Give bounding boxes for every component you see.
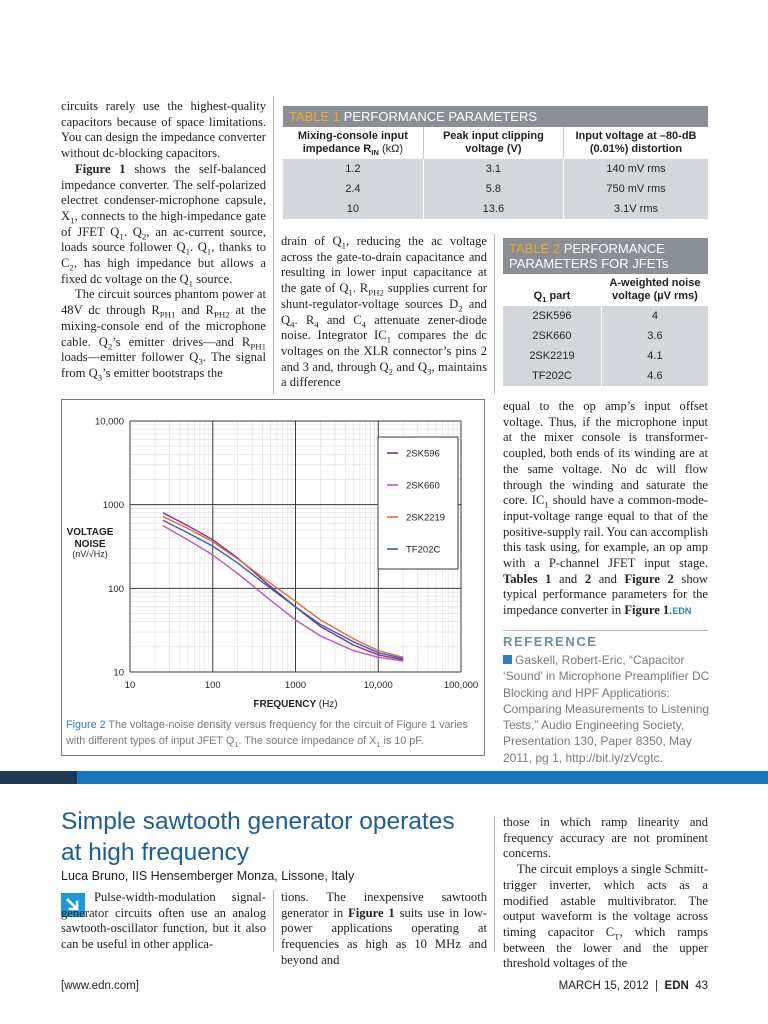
table-1-grid: [283, 127, 708, 219]
article-byline: Luca Bruno, IIS Hensemberger Monza, Lissone, Italy: [61, 869, 355, 883]
table-row: TF202C 4.6: [503, 366, 708, 386]
article-column-1: [61, 99, 266, 382]
table-row: 1.2 3.1 140 mV rms: [283, 159, 708, 179]
reference-text: Gaskell, Robert-Eric, “Capacitor ‘Sound’ in Microphone Preamplifier DC Blocking and HPF Applications: Comparing Measurements to Listening Tests,” Audio Engineering Society, Presentation 130, Paper 8350, May 2011, pg 1, http://bit.ly/zVcgtc.: [503, 653, 710, 765]
paragraph: tions. The inexpensive sawtooth generator in Figure 1 suits use in low-power applications operating at frequencies as high as 10 MHz and beyond and: [281, 890, 488, 967]
section-band: [77, 771, 768, 784]
paragraph: drain of $Q_1$, reducing the ac voltage across the gate-to-drain capacitance and resulting in lower input capacitance at the gate of $Q_1$. $R_{PH2}$ supplies current for shunt-regulator-voltage sources $D_2$ and $Q_4$. $R_4$ and $C_4$ attenuate zener-diode noise. Integrator $IC_1$ compares the dc voltages on the XLR connector’s pins 2 and 3 and, through $Q_2$ and $Q_3$, maintains a difference: [281, 234, 488, 390]
x-tick-label: 100,000: [443, 680, 479, 691]
table-row: 2SK2219 4.1: [503, 346, 708, 366]
paragraph: Figure 1 shows the self-balanced impedance converter. The self-polarized electret condenser-microphone capsule, $X_1$, connects to the high-impedance gate of JFET $Q_1$. $Q_2$, an ac-current source, loads source follower $Q_1$. $Q_1$, thanks to $C_2$, has high impedance but allows a fixed dc voltage on the $Q_1$ source.: [61, 161, 267, 289]
legend-label-2sk2219: 2SK2219: [406, 512, 446, 524]
table-1-col-clipping: Peak input clipping voltage (V): [423, 127, 563, 159]
series-line-tf202c: [163, 520, 403, 658]
figure-2-caption: Figure 2 The voltage-noise density versus frequency for the circuit of Figure 1 varies with different types of input JFET $Q_1$. The source impedance of $X_1$ is 10 pF.: [66, 719, 468, 750]
table-2-col-noise: A-weighted noise voltage (µV rms): [601, 274, 708, 306]
paragraph: those in which ramp linearity and frequency accuracy are not prominent concerns.: [503, 815, 708, 861]
column-divider: [494, 234, 495, 394]
y-axis-label: VOLTAGE: [66, 527, 114, 538]
x-tick-label: 10,000: [363, 680, 393, 691]
series-line-2sk660: [163, 526, 403, 661]
paragraph: The circuit employs a single Schmitt-trigger inverter, which acts as a modified astable multivibrator. The output waveform is the voltage across timing capacitor $C_T$, which ramps between the lower and the upper threshold voltages of the: [503, 862, 708, 971]
footer-page-info: MARCH 15, 2012 | EDN 43: [558, 980, 708, 992]
legend-label-tf202c: TF202C: [406, 544, 441, 556]
table-1: [283, 106, 708, 219]
paragraph: Pulse-width-modulation signal-generator circuits often use an analog sawtooth-oscillator function, but it also can be useful in other applica-: [61, 890, 266, 952]
y-tick-label: 1000: [102, 500, 124, 512]
column-divider: [273, 890, 274, 952]
article-column-3: [503, 399, 708, 620]
y-tick-label: 10,000: [94, 416, 124, 428]
reference-heading: REFERENCE: [503, 634, 598, 649]
legend-label-2sk660: 2SK660: [406, 480, 440, 492]
table-1-col-impedance: Mixing-console input impedance $R_{IN}$ (kΩ): [297, 130, 408, 158]
y-tick-label: 10: [113, 667, 124, 679]
table-2: [503, 238, 708, 386]
x-tick-label: 100: [204, 680, 221, 691]
x-tick-label: 10: [124, 680, 136, 691]
y-axis-unit: (nV/√Hz): [72, 549, 108, 559]
table-2-col-part: $Q_1$ part: [533, 290, 571, 305]
table-2-grid: [503, 274, 708, 386]
table-1-header: TABLE 1 PERFORMANCE PARAMETERS: [283, 106, 708, 127]
legend-label-2sk596: 2SK596: [406, 448, 440, 460]
paragraph: circuits rarely use the highest-quality capacitors because of space limitations. You can design the impedance converter without dc-blocking capacitors.: [61, 99, 266, 161]
article-2-column-2: [281, 890, 487, 969]
table-2-header: TABLE 2 PERFORMANCE PARAMETERS FOR JFETs: [503, 238, 708, 274]
table-row: 10 13.6 3.1V rms: [283, 199, 708, 219]
section-band-dark: [0, 771, 77, 784]
table-row: 2SK596 4: [503, 306, 708, 326]
edn-end-mark: EDN: [672, 606, 692, 617]
x-axis-label: FREQUENCY (Hz): [253, 699, 338, 710]
paragraph: The circuit sources phantom power at 48V dc through $R_{PH1}$ and $R_{PH2}$ at the mixing-console end of the microphone cable. $Q_2’s$ emitter drives—and $R_{PH1}$ loads—emitter follower $Q_3$. The signal from $Q_3’s$ emitter bootstraps the: [61, 287, 266, 383]
noise-chart: [62, 400, 482, 714]
footer-url: [www.edn.com]: [61, 980, 139, 992]
article-title: Simple sawtooth generator operates at high frequency: [61, 808, 455, 866]
column-divider: [494, 816, 495, 952]
link-icon: [503, 655, 512, 664]
x-tick-label: 1000: [284, 680, 307, 691]
article-column-2: [281, 234, 487, 391]
paragraph: equal to the op amp’s input offset voltage. Thus, if the microphone input at the mixer console is transformer-coupled, both ends of its winding are at the same voltage. No dc will flow through the winding and saturate the core. $IC_1$ should have a common-mode-input-voltage range equal to that of the positive-supply rail. You can accomplish this task using, for example, an op amp with a P-channel JFET input stage. Tables 1 and 2 and Figure 2 show typical performance parameters for the impedance converter in Figure 1.EDN: [503, 399, 709, 618]
column-divider: [273, 96, 274, 394]
y-tick-label: 100: [108, 583, 124, 595]
table-1-col-distortion: Input voltage at –80-dB (0.01%) distortion: [564, 127, 709, 159]
reference-rule: [503, 630, 708, 631]
table-row: 2.4 5.8 750 mV rms: [283, 179, 708, 199]
y-axis-label: NOISE: [74, 539, 106, 550]
article-2-column-1: [61, 890, 266, 953]
table-row: 2SK660 3.6: [503, 326, 708, 346]
article-2-column-3: [503, 815, 708, 972]
